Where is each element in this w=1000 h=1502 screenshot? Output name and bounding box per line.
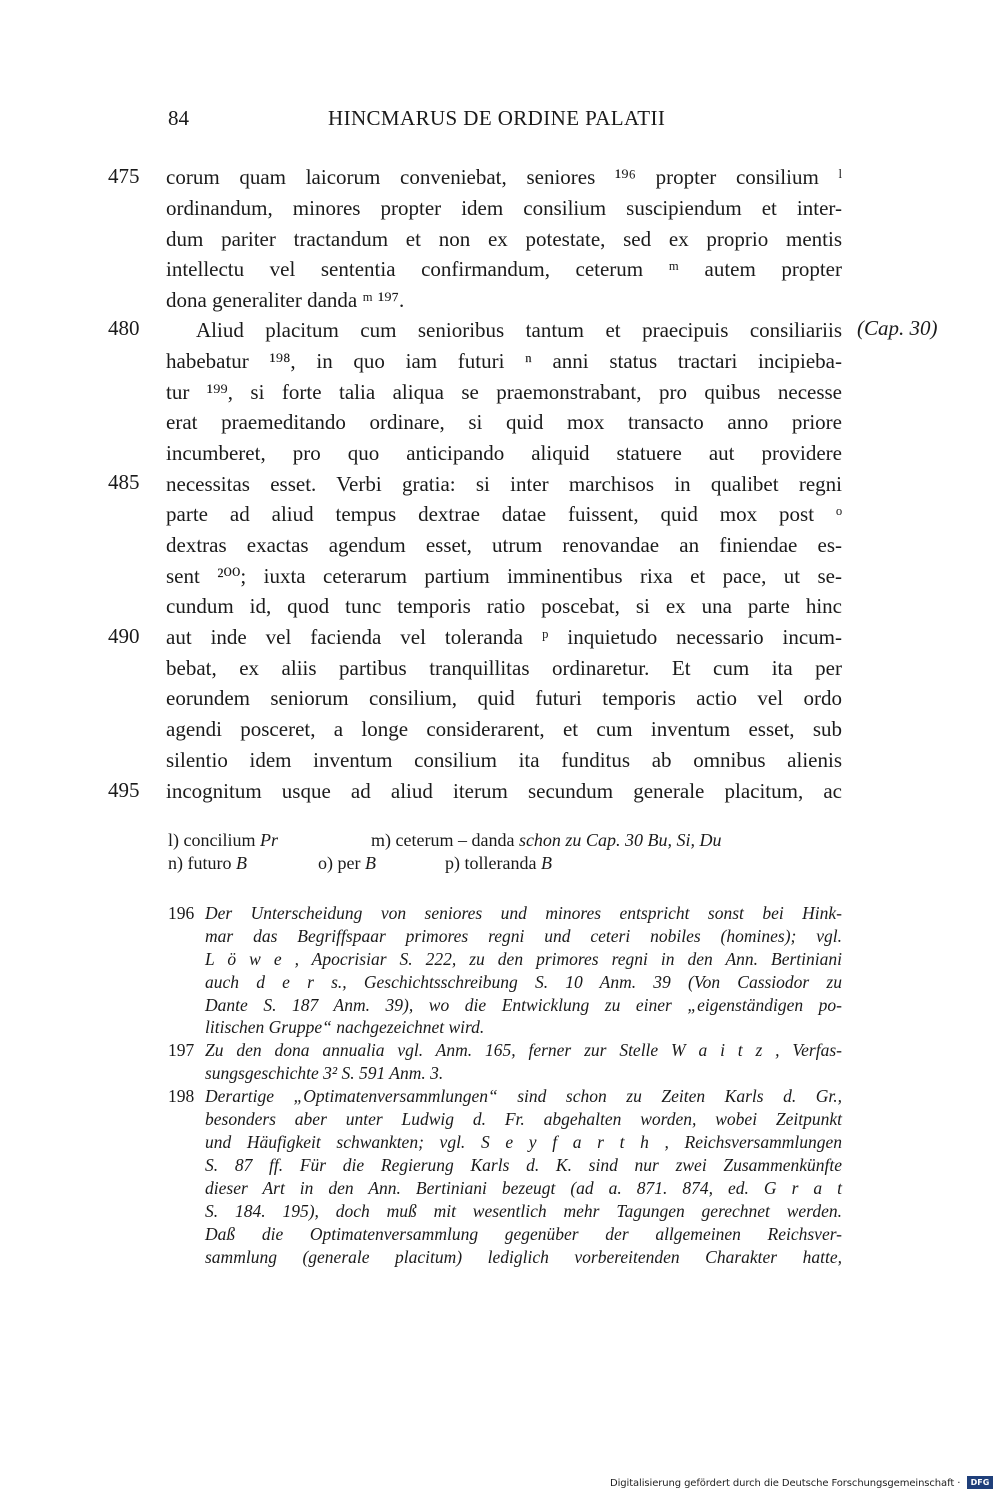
footnote-line: Derartige „Optimatenversammlungen“ sind schon zu Zeiten Karls d. Gr., [205,1086,842,1106]
footnote-line: besonders aber unter Ludwig d. Fr. abgehalten worden, wobei Zeitpunkt [205,1109,842,1129]
text-line: parte ad aliud tempus dextrae datae fuissent, quid mox post ᵒ [166,502,842,526]
footnote-line: Der Unterscheidung von seniores und minores entspricht sonst bei Hink- [205,903,842,923]
text-line: dextras exactas agendum esset, utrum renovandae an finiendae es- [166,533,842,557]
line-number: 480 [108,316,140,340]
text-line: sent ²⁰⁰; iuxta ceterarum partium imminentibus rixa et pace, ut se- [166,564,842,588]
text-line: dona generaliter danda ᵐ ¹⁹⁷. [166,288,405,312]
footnote-line: Zu den dona annualia vgl. Anm. 165, ferner zur Stelle W a i t z , Verfas- [205,1040,842,1060]
line-number: 490 [108,624,140,648]
apparatus-note-l: l) concilium Pr [168,830,278,850]
apparatus-note-p: p) tolleranda B [445,853,552,873]
footnote-number: 197 [168,1040,195,1060]
footnote-number: 196 [168,903,195,923]
running-title: HINCMARUS DE ORDINE PALATII [328,106,666,130]
text-line: habebatur ¹⁹⁸, in quo iam futuri ⁿ anni status tractari incipieba- [166,349,842,373]
text-line: necessitas esset. Verbi gratia: si inter marchisos in qualibet regni [166,472,842,496]
apparatus-note-o: o) per B [318,853,376,873]
line-number: 495 [108,778,140,802]
text-line: erat praemeditando ordinare, si quid mox transacto anno priore [166,410,842,434]
text-line: cundum id, quod tunc temporis ratio poscebat, si ex una parte hinc [166,594,842,618]
text-line: tur ¹⁹⁹, si forte talia aliqua se praemonstrabant, pro quibus necesse [166,380,842,404]
line-number: 475 [108,164,140,188]
line-number: 485 [108,470,140,494]
text-line: corum quam laicorum conveniebat, seniores ¹⁹⁶ propter consilium ˡ [166,165,842,189]
footnote-line: Dante S. 187 Anm. 39), wo die Entwicklung zu einer „eigenständigen po- [205,995,842,1015]
margin-note: (Cap. 30) [857,316,938,340]
footnote-line: litischen Gruppe“ nachgezeichnet wird. [205,1017,485,1037]
footnote-line: sammlung (generale placitum) lediglich vorbereitenden Charakter hatte, [205,1247,842,1267]
page-number: 84 [168,106,189,130]
footnote-line: auch d e r s., Geschichtsschreibung S. 10 Anm. 39 (Von Cassiodor zu [205,972,842,992]
text-line: bebat, ex aliis partibus tranquillitas ordinaretur. Et cum ita per [166,656,842,680]
text-line: dum pariter tractandum et non ex potestate, sed ex proprio mentis [166,227,842,251]
text-line: aut inde vel facienda vel toleranda ᵖ inquietudo necessario incum- [166,625,842,649]
apparatus-note-n: n) futuro B [168,853,247,873]
footnote-line: L ö w e , Apocrisiar S. 222, zu den primores regni in den Ann. Bertiniani [205,949,842,969]
dfg-logo: DFG [967,1476,993,1489]
footnote-line: S. 87 ff. Für die Regierung Karls d. K. sind nur zwei Zusammenkünfte [205,1155,842,1175]
text-line: Aliud placitum cum senioribus tantum et praecipuis consiliariis [196,318,842,342]
text-line: intellectu vel sententia confirmandum, ceterum ᵐ autem propter [166,257,842,281]
footnote-line: mar das Begriffspaar primores regni und ceteri nobiles (homines); vgl. [205,926,842,946]
text-line: eorundem seniorum consilium, quid futuri temporis actio vel ordo [166,686,842,710]
apparatus-note-m: m) ceterum – danda schon zu Cap. 30 Bu, Si, Du [371,830,722,850]
footnote-line: und Häufigkeit schwankten; vgl. S e y f a r t h , Reichsversammlungen [205,1132,842,1152]
text-line: agendi posceret, a longe considerarent, et cum inventum esset, sub [166,717,842,741]
footnote-line: sungsgeschichte 3² S. 591 Anm. 3. [205,1063,444,1083]
text-line: incognitum usque ad aliud iterum secundum generale placitum, ac [166,779,842,803]
footnote-line: dieser Art in den Ann. Bertiniani bezeugt (ad a. 871. 874, ed. G r a t [205,1178,842,1198]
footnote-line: Daß die Optimatenversammlung gegenüber der allgemeinen Reichsver- [205,1224,842,1244]
footnote-line: S. 184. 195), doch muß mit wesentlich mehr Tagungen gerechnet werden. [205,1201,842,1221]
digitization-credit: Digitalisierung gefördert durch die Deutsche Forschungsgemeinschaft · [610,1478,961,1489]
text-line: incumberet, pro quo anticipando aliquid statuere aut providere [166,441,842,465]
footnote-number: 198 [168,1086,195,1106]
text-line: silentio idem inventum consilium ita funditus ab omnibus alienis [166,748,842,772]
text-line: ordinandum, minores propter idem consilium suscipiendum et inter- [166,196,842,220]
